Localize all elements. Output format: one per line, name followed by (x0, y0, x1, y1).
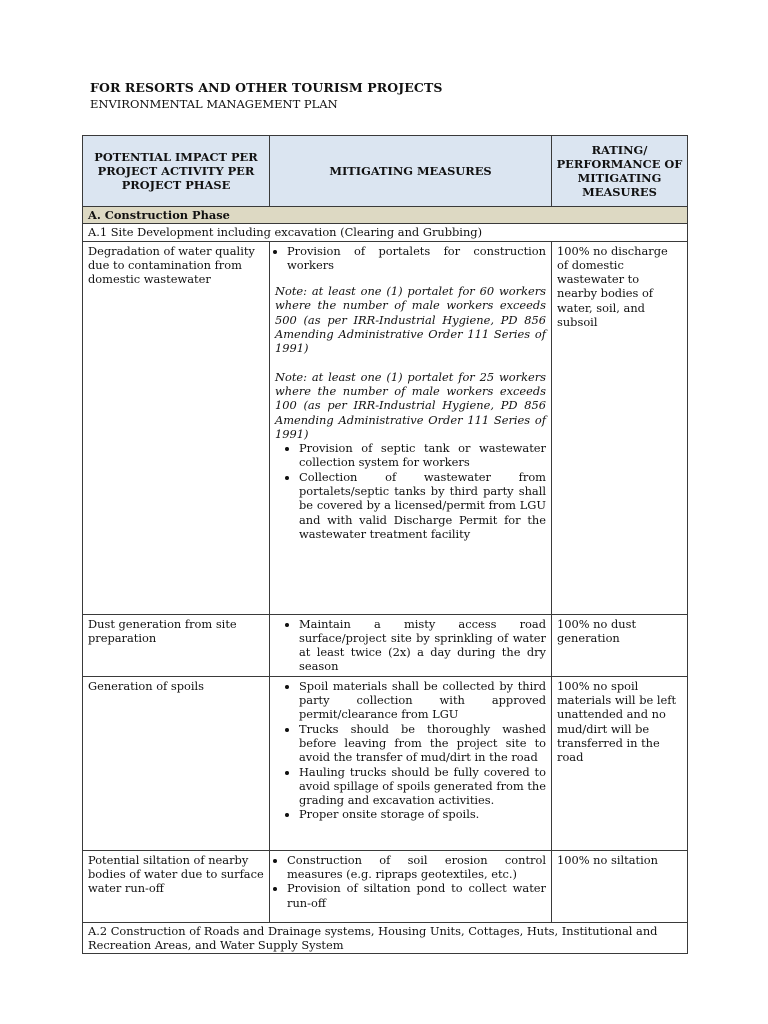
subphase-label: A.2 Construction of Roads and Drainage systems, Housing Units, Cottages, Huts, Institutional and Recreation Areas, and Water Supply System (83, 922, 688, 954)
subphase-row (83, 224, 688, 241)
document-header (90, 80, 443, 111)
rating-cell: 100% no dust generation (552, 614, 688, 676)
table-header-row (83, 136, 688, 207)
subphase-label: A.1 Site Development including excavation (Clearing and Grubbing) (83, 224, 688, 241)
measure-item: • Trucks should be thoroughly washed before leaving from the project site to avoid the transfer of mud/dirt in the road (299, 722, 546, 765)
rating-cell: 100% no siltation (552, 850, 688, 922)
rating-cell: 100% no spoil materials will be left unattended and no mud/dirt will be transferred in the road (552, 676, 688, 850)
impact-cell: Dust generation from site preparation (83, 614, 270, 676)
table-row (83, 676, 688, 850)
impact-cell: Generation of spoils (83, 676, 270, 850)
table-row (83, 850, 688, 922)
measure-item: • Maintain a misty access road surface/project site by sprinkling of water at least twice (2x) a day during the dry season (299, 617, 546, 674)
measure-item: • Proper onsite storage of spoils. (299, 807, 546, 821)
column-header-impact: POTENTIAL IMPACT PER PROJECT ACTIVITY PER PROJECT PHASE (83, 136, 270, 207)
note-text: Note: at least one (1) portalet for 25 workers where the number of male workers exceeds 100 (as per IRR-Industrial Hygiene, PD 856 Amending Administrative Order 111 Series of 1991) (275, 369, 546, 441)
measure-list (275, 441, 546, 541)
measure-list (275, 617, 546, 674)
measure-list (275, 679, 546, 822)
measure-list (275, 244, 546, 273)
impact-cell: Potential siltation of nearby bodies of water due to surface water run-off (83, 850, 270, 922)
measure-item: • Hauling trucks should be fully covered to avoid spillage of spoils generated from the grading and excavation activities. (299, 765, 546, 808)
table-row (83, 241, 688, 614)
measure-item: • Provision of septic tank or wastewater collection system for workers (299, 441, 546, 470)
measure-item: • Provision of portalets for construction workers (287, 244, 546, 273)
note-text: Note: at least one (1) portalet for 60 workers where the number of male workers exceeds 500 (as per IRR-Industrial Hygiene, PD 856 Amending Administrative Order 111 Series of 1991) (275, 284, 546, 356)
measure-item: • Provision of siltation pond to collect water run-off (287, 881, 546, 910)
phase-row (83, 207, 688, 224)
subphase-row (83, 922, 688, 954)
impact-cell: Degradation of water quality due to contamination from domestic wastewater (83, 241, 270, 614)
measures-cell (270, 614, 552, 676)
environmental-management-table (82, 135, 688, 954)
document-subtitle: ENVIRONMENTAL MANAGEMENT PLAN (90, 97, 338, 111)
measures-cell (270, 850, 552, 922)
measures-cell (270, 676, 552, 850)
rating-cell: 100% no discharge of domestic wastewater to nearby bodies of water, soil, and subsoil (552, 241, 688, 614)
measure-item: • Construction of soil erosion control measures (e.g. ripraps geotextiles, etc.) (287, 853, 546, 882)
phase-label: A. Construction Phase (83, 207, 688, 224)
measure-item: • Collection of wastewater from portalets/septic tanks by third party shall be covered by a licensed/permit from LGU and with valid Discharge Permit for the wastewater treatment facility (299, 470, 546, 541)
column-header-measures: MITIGATING MEASURES (270, 136, 552, 207)
column-header-rating: RATING/ PERFORMANCE OF MITIGATING MEASURES (552, 136, 688, 207)
measures-cell (270, 241, 552, 614)
table-row (83, 614, 688, 676)
measure-item: • Spoil materials shall be collected by third party collection with approved permit/clearance from LGU (299, 679, 546, 722)
measure-list (275, 853, 546, 910)
document-title: FOR RESORTS AND OTHER TOURISM PROJECTS (90, 80, 443, 95)
